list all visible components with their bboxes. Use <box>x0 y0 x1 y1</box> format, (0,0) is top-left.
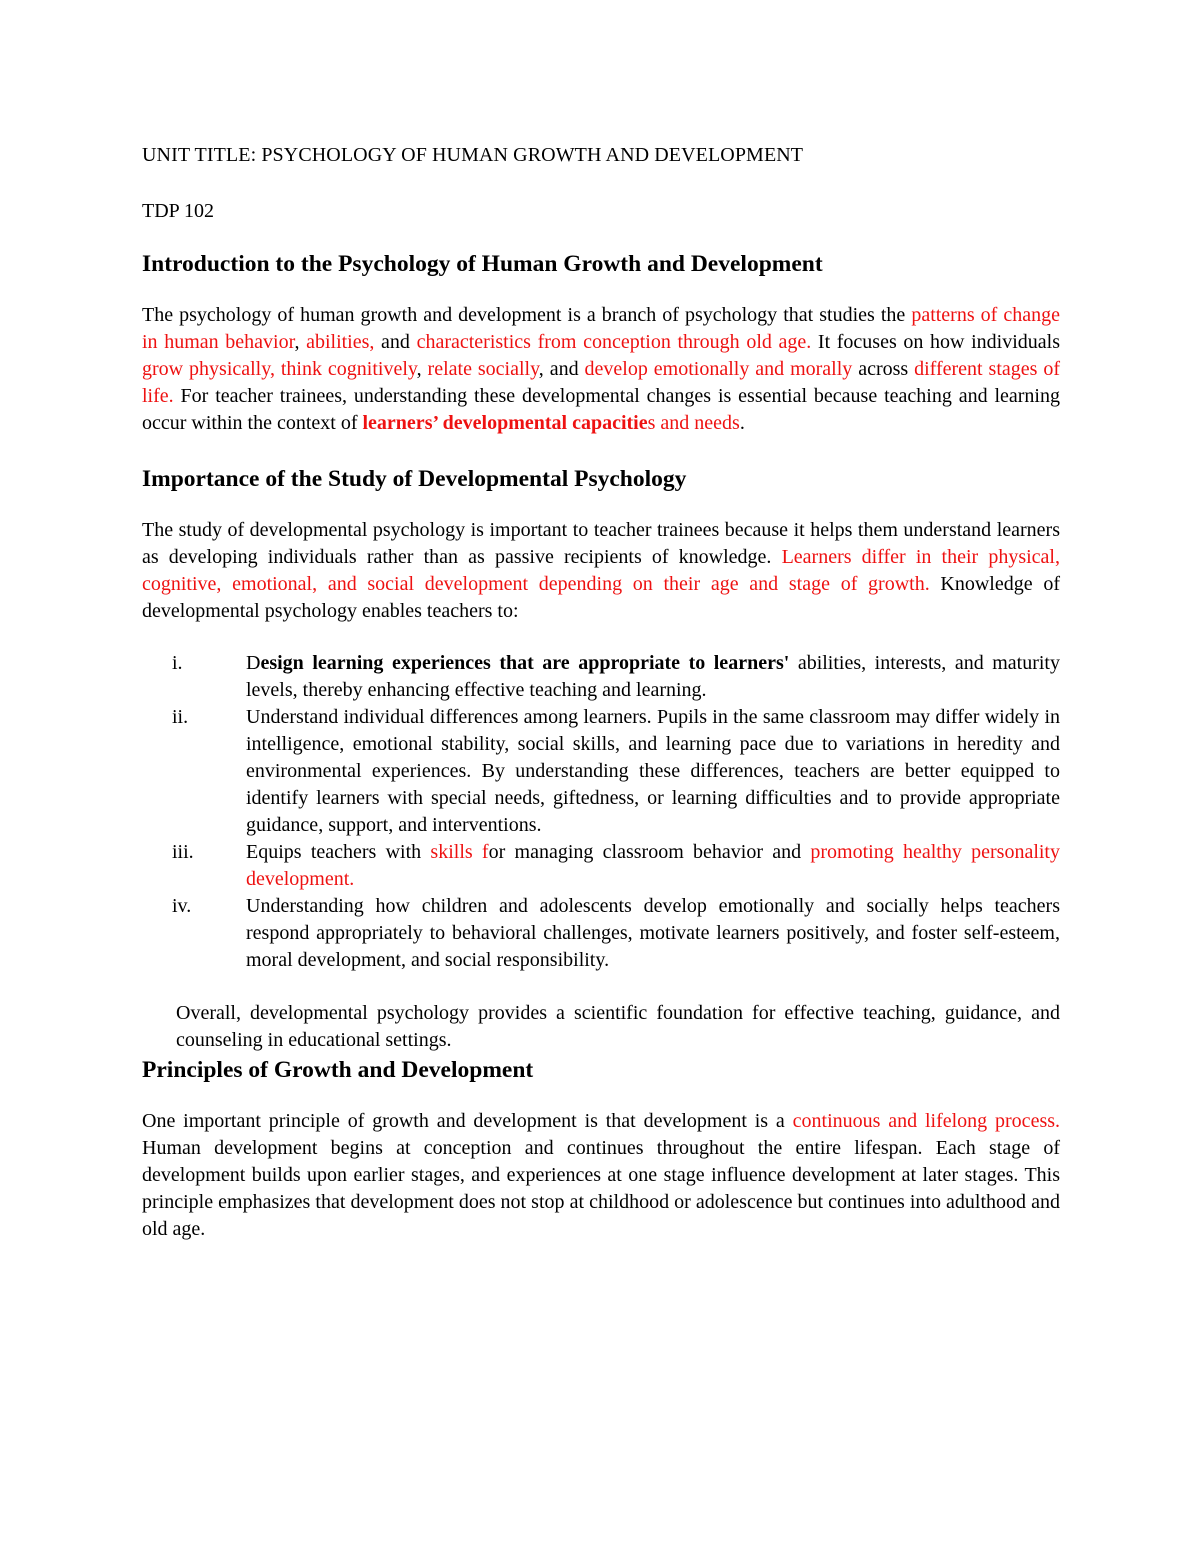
importance-heading: Importance of the Study of Developmental Psychology <box>142 466 687 492</box>
principles-paragraph <box>142 1108 1060 1243</box>
intro-highlight: characteristics from conception through old age. <box>416 331 812 353</box>
principles-highlight: continuous and lifelong process. <box>792 1110 1061 1132</box>
overall-paragraph: Overall, developmental psychology provides a scientific foundation for effective teaching, guidance, and counseling in educational settings. <box>176 1002 1060 1051</box>
intro-highlight: patterns of change in human behavior <box>142 304 1060 353</box>
list-item <box>142 704 1060 839</box>
list-item <box>142 893 1060 974</box>
importance-list <box>142 650 1060 974</box>
intro-text: and <box>374 331 417 353</box>
intro-text: For teacher trainees, understanding these developmental changes is essential because teaching and learning occur within the context of <box>142 385 1060 434</box>
list-item-number: i. <box>172 652 183 674</box>
intro-highlight: s and needs <box>647 412 740 434</box>
intro-text: , and <box>538 358 585 380</box>
intro-highlight: different stages of life. <box>142 358 1061 407</box>
importance-paragraph <box>142 517 1060 625</box>
list-item-number: iv. <box>172 895 192 917</box>
list-item-text: Understand individual differences among learners. Pupils in the same classroom may differ widely in intelligence, emotional stability, social skills, and learning pace due to variations in heredity and environmental experiences. By understanding these differences, teachers are better equipped to identify learners with special needs, giftedness, or learning difficulties and to provide appropriate guidance, support, and interventions. <box>246 706 1060 836</box>
intro-highlight: develop emotionally and morally <box>584 358 853 380</box>
list-item-text: Understanding how children and adolescents develop emotionally and socially helps teachers respond appropriately to behavioral challenges, motivate learners positively, and foster self-esteem, moral development, and social responsibility. <box>246 895 1060 971</box>
intro-text: It focuses on how individuals <box>811 331 1060 353</box>
importance-text: Knowledge of developmental psychology enables teachers to: <box>142 573 1060 622</box>
intro-paragraph <box>142 302 1060 437</box>
intro-bold-highlight: learners’ developmental capacitie <box>362 412 648 434</box>
document-page <box>142 140 1060 1243</box>
intro-highlight: abilities, <box>306 331 375 353</box>
intro-text: across <box>852 358 915 380</box>
intro-text: . <box>739 412 745 434</box>
intro-highlight: relate socially <box>427 358 539 380</box>
intro-text: The psychology of human growth and development is a branch of psychology that studies the <box>142 304 912 326</box>
list-item-bold: esign learning experiences that are appropriate to learners' <box>260 652 790 674</box>
importance-highlight: Learners differ in their physical, cognitive, emotional, and social development depending on their age and stage of growth. <box>142 546 1060 595</box>
list-item <box>142 650 1060 704</box>
list-item-text: D <box>246 652 261 674</box>
intro-highlight: grow physically, think cognitively <box>142 358 417 380</box>
unit-title: UNIT TITLE: PSYCHOLOGY OF HUMAN GROWTH AND DEVELOPMENT <box>142 144 804 166</box>
principles-heading: Principles of Growth and Development <box>142 1057 534 1083</box>
list-item-text: or managing classroom behavior and <box>488 841 811 863</box>
list-item-highlight: promoting healthy personality development. <box>246 841 1060 890</box>
principles-text: One important principle of growth and development is that development is a <box>142 1110 793 1132</box>
list-item-text: Equips teachers with <box>246 841 431 863</box>
list-item-text: abilities, interests, and maturity levels, thereby enhancing effective teaching and learning. <box>246 652 1060 701</box>
intro-heading: Introduction to the Psychology of Human Growth and Development <box>142 251 823 277</box>
list-item-number: iii. <box>172 841 194 863</box>
intro-text: , <box>416 358 428 380</box>
principles-text: Human development begins at conception and continues throughout the entire lifespan. Each stage of development builds upon earlier stages, and experiences at one stage influence development at later stages. This principle emphasizes that development does not stop at childhood or adolescence but continues into adulthood and old age. <box>142 1137 1060 1240</box>
list-item-number: ii. <box>172 706 189 728</box>
importance-text: The study of developmental psychology is important to teacher trainees because it helps them understand learners as developing individuals rather than as passive recipients of knowledge. <box>142 519 1060 568</box>
list-item <box>142 839 1060 893</box>
course-code: TDP 102 <box>142 200 215 222</box>
list-item-highlight: skills f <box>430 841 489 863</box>
intro-text: , <box>294 331 307 353</box>
